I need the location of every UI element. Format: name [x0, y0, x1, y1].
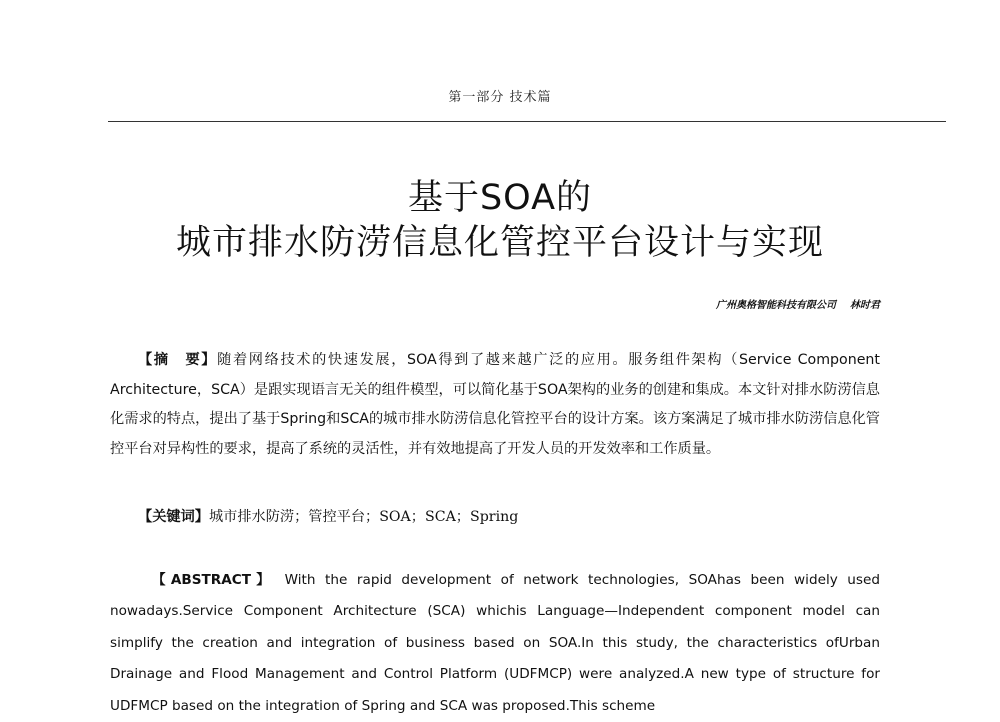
- chinese-abstract-label: 【摘 要】: [138, 352, 218, 368]
- byline: [716, 296, 880, 311]
- keywords-text: 城市排水防涝；管控平台；SOA；SCA；Spring: [208, 509, 519, 525]
- chinese-abstract: [110, 346, 880, 464]
- running-header: 第一部分 技术篇: [448, 90, 552, 105]
- title-line-2: 城市排水防涝信息化管控平台设计与实现: [175, 223, 824, 263]
- english-abstract-label: 【ABSTRACT】: [152, 572, 276, 588]
- author-name: 林时君: [850, 300, 880, 311]
- header-rule: [108, 121, 946, 122]
- keywords-label: 【关键词】: [138, 509, 209, 525]
- english-abstract: [110, 565, 880, 722]
- keywords: [138, 503, 880, 532]
- chinese-abstract-text: 随着网络技术的快速发展，SOA得到了越来越广泛的应用。服务组件架构（Service Component Architecture，SCA）是跟实现语言无关的组件模型，可以简化基于SOA架构的业务的创建和集成。本文针对排水防涝信息化需求的特点，提出了基于Spring和SCA的城市排水防涝信息化管控平台的设计方案。该方案满足了城市排水防涝信息化管控平台对异构性的要求，提高了系统的灵活性，并有效地提高了开发人员的开发效率和工作质量。: [110, 352, 880, 457]
- affiliation: 广州奥格智能科技有限公司: [716, 300, 836, 311]
- english-abstract-text: With the rapid development of network technologies, SOAhas been widely used nowadays.Service Component Architecture (SCA) whichis Language—Independent component model can simplify the creation and integration of business based on SOA.In this study, the characteristics ofUrban Drainage and Flood Management and Control Platform (UDFMCP) were analyzed.A new type of structure for UDFMCP based on the integration of Spring and SCA was proposed.This scheme: [110, 572, 880, 714]
- title-line-1: 基于SOA的: [407, 178, 593, 218]
